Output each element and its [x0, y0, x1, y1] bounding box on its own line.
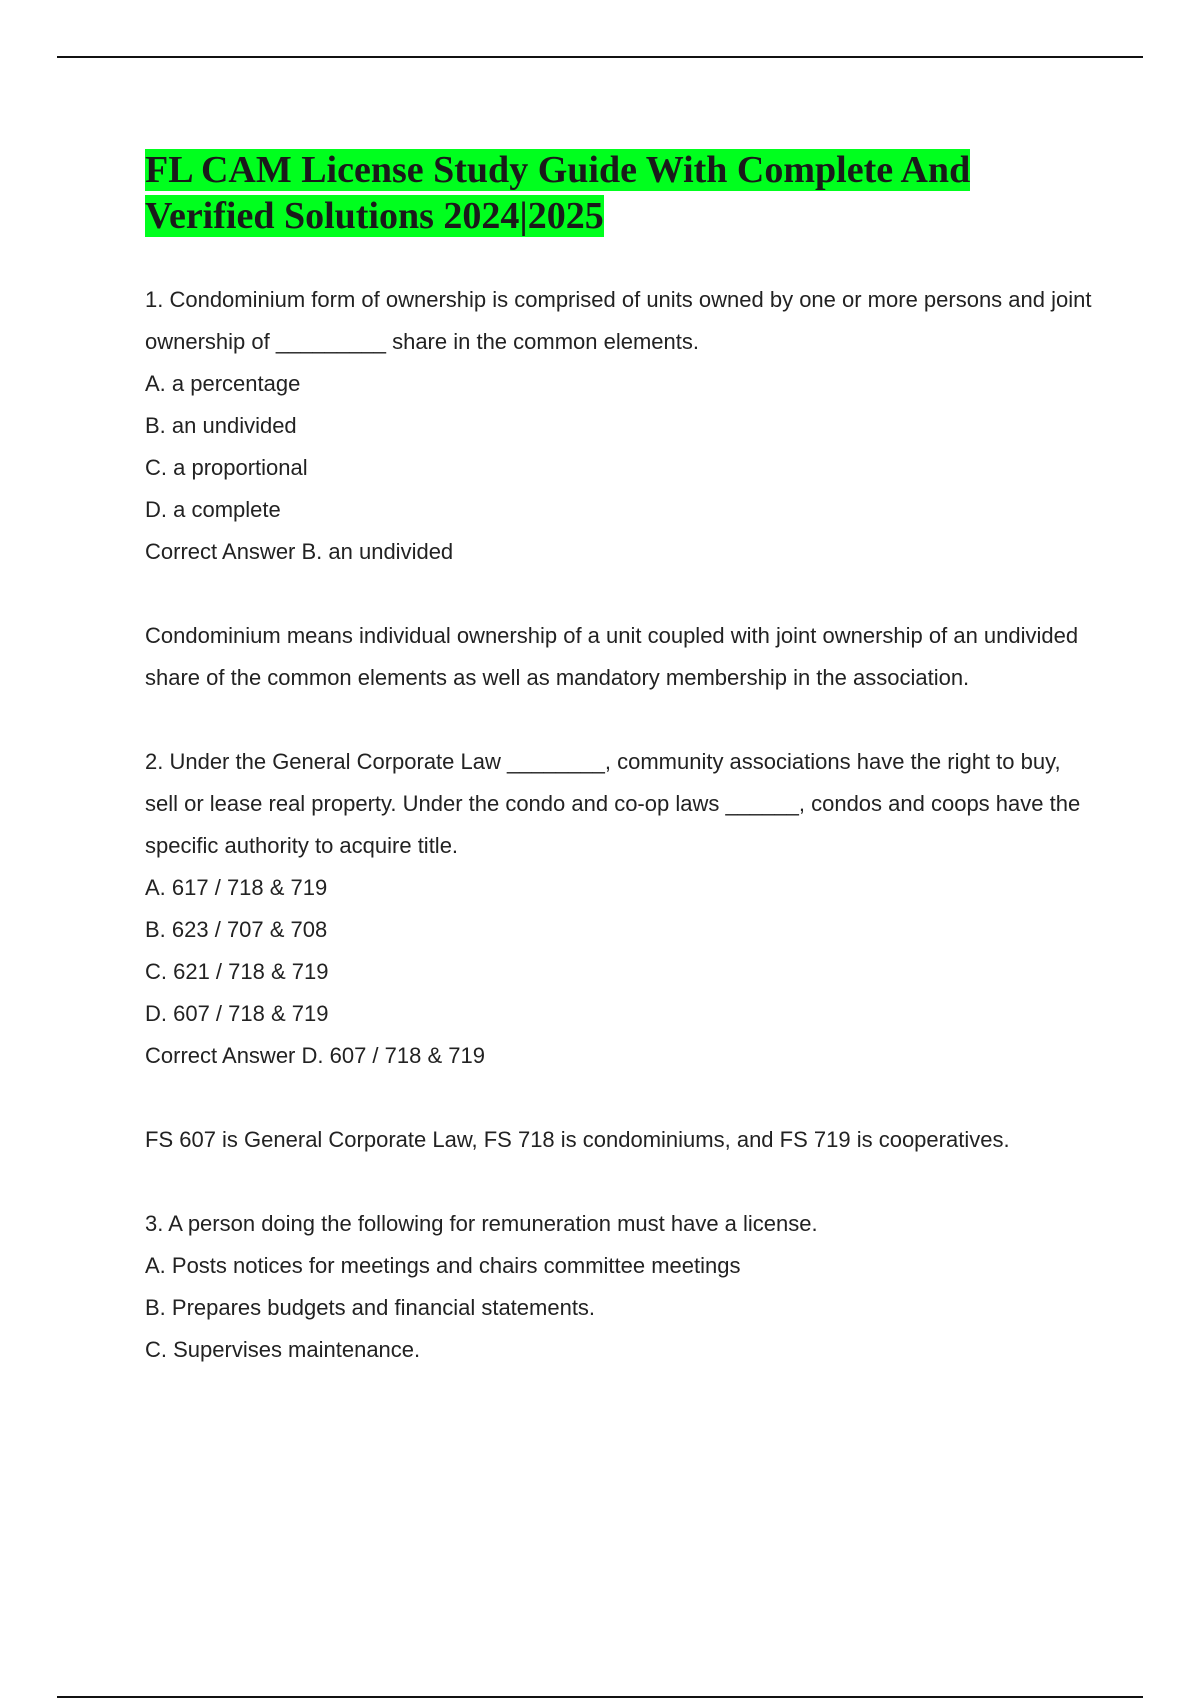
question-text: 3. A person doing the following for remuneration must have a license.: [145, 1211, 818, 1236]
option-list: [145, 363, 1095, 531]
bottom-rule: [57, 1696, 1143, 1698]
explanation: FS 607 is General Corporate Law, FS 718 is condominiums, and FS 719 is cooperatives.: [145, 1127, 1010, 1152]
question-3: [145, 1203, 1095, 1371]
correct-answer: Correct Answer B. an undivided: [145, 539, 454, 564]
correct-answer: Correct Answer D. 607 / 718 & 719: [145, 1043, 485, 1068]
option-c: C. Supervises maintenance.: [145, 1337, 421, 1362]
question-2: [145, 741, 1095, 1161]
option-d: D. a complete: [145, 497, 281, 522]
question-text: 2. Under the General Corporate Law ________, community associations have the right to buy, sell or lease real property. Under the condo and co-op laws ______, condos and coops have the specific authority to acquire title.: [145, 749, 1081, 858]
title-line-1: FL CAM License Study Guide With Complete And: [145, 149, 971, 191]
option-b: B. an undivided: [145, 413, 297, 438]
question-1: [145, 279, 1095, 699]
option-a: A. Posts notices for meetings and chairs committee meetings: [145, 1253, 741, 1278]
question-list: [145, 279, 1095, 1371]
option-c: C. 621 / 718 & 719: [145, 959, 329, 984]
option-list: [145, 1245, 1095, 1371]
top-rule: [57, 56, 1143, 58]
option-list: [145, 867, 1095, 1035]
option-c: C. a proportional: [145, 455, 308, 480]
option-a: A. 617 / 718 & 719: [145, 875, 328, 900]
option-b: B. Prepares budgets and financial statements.: [145, 1295, 596, 1320]
document-body: [145, 147, 1095, 1371]
question-text: 1. Condominium form of ownership is comprised of units owned by one or more persons and joint ownership of _________ share in the common elements.: [145, 287, 1092, 354]
explanation: Condominium means individual ownership of a unit coupled with joint ownership of an undivided share of the common elements as well as mandatory membership in the association.: [145, 623, 1079, 690]
document-title: [145, 147, 1095, 239]
option-b: B. 623 / 707 & 708: [145, 917, 328, 942]
option-d: D. 607 / 718 & 719: [145, 1001, 329, 1026]
option-a: A. a percentage: [145, 371, 301, 396]
title-line-2: Verified Solutions 2024|2025: [145, 195, 604, 237]
